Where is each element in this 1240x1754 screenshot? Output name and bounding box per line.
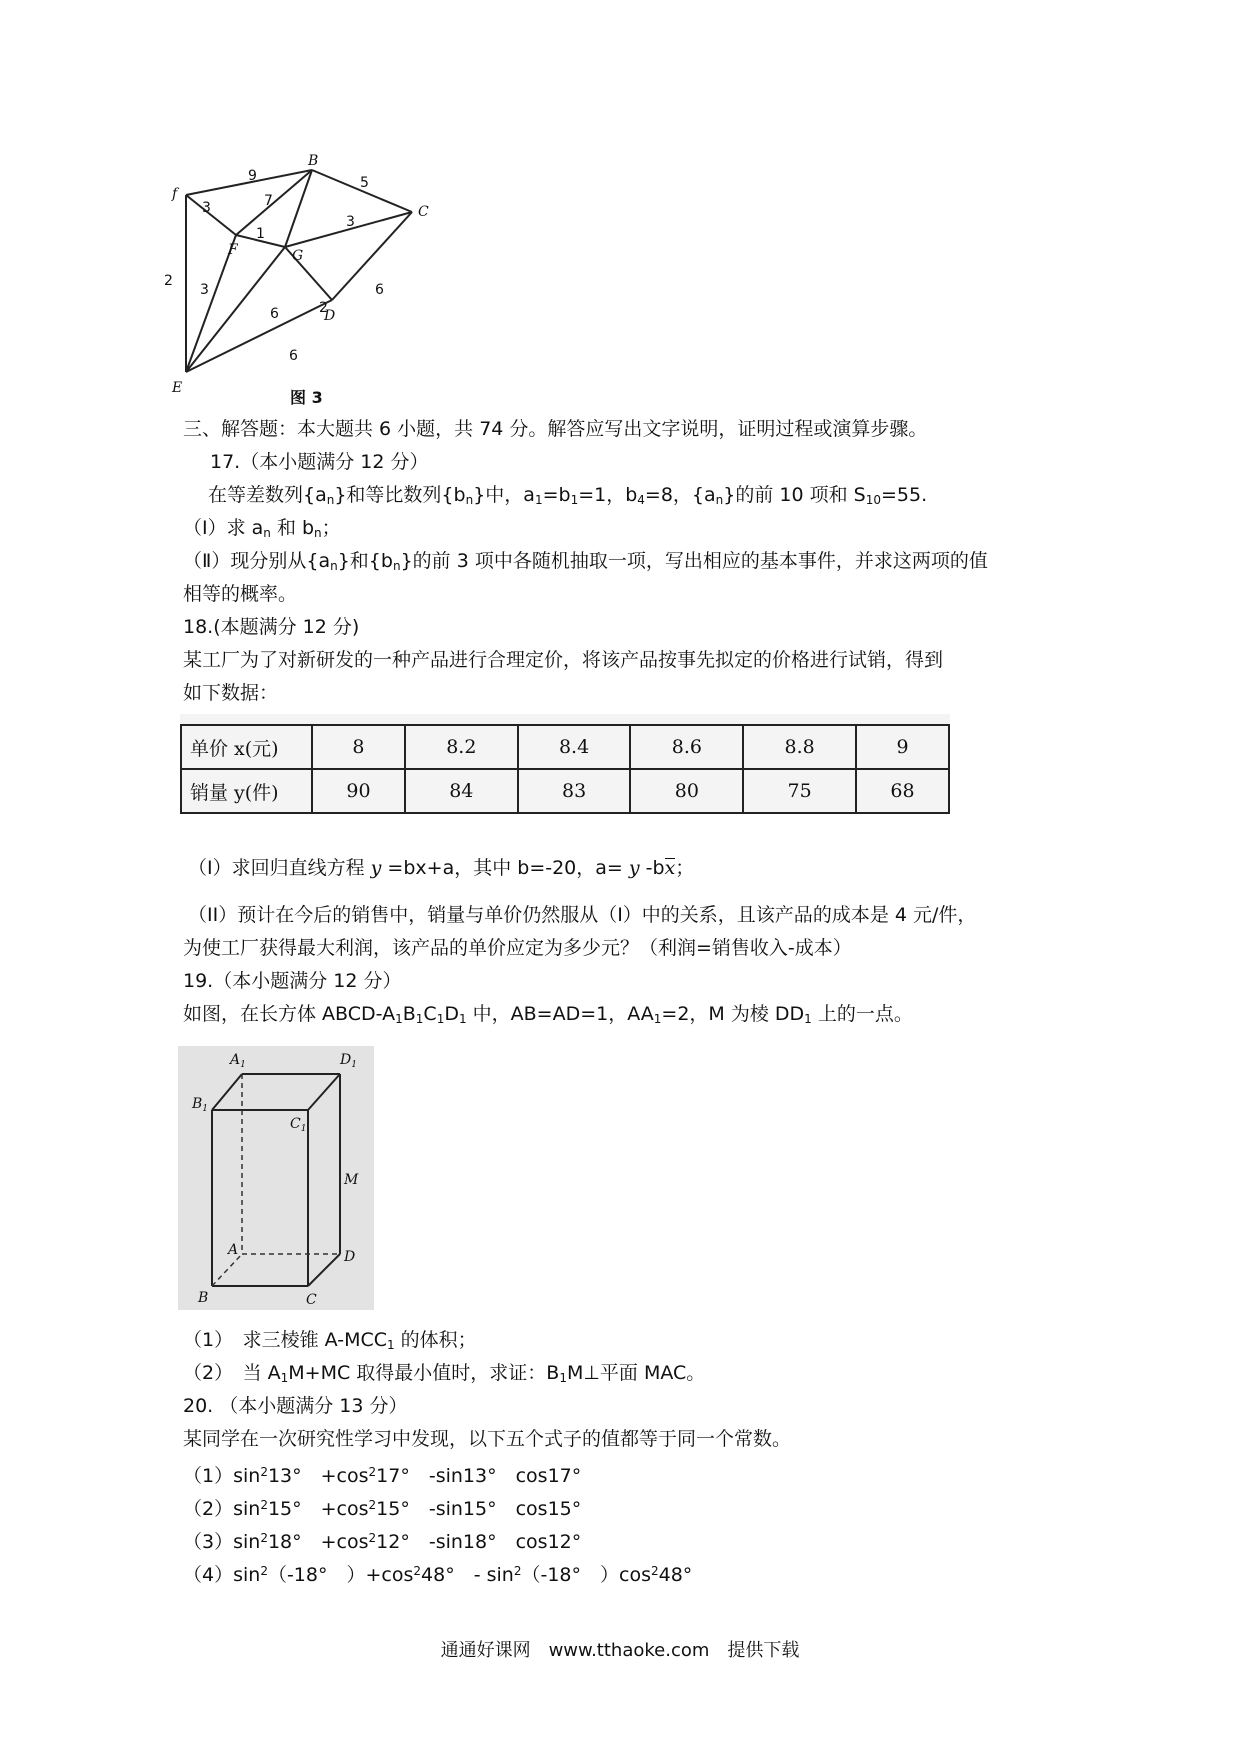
q20-title: 20. （本小题满分 13 分） bbox=[183, 1395, 408, 1417]
q18-part2-cont: 为使工厂获得最大利润，该产品的单价应定为多少元？（利润=销售收入-成本） bbox=[183, 937, 852, 959]
edge-weight: 5 bbox=[360, 175, 369, 191]
q20-item: $(1)\sin^213^\circ$ $+\cos^217^\circ$ -sin13° cos17° bbox=[183, 1465, 582, 1487]
price-cell: 8.4 bbox=[518, 725, 631, 769]
q19-title: 19.（本小题满分 12 分） bbox=[183, 970, 402, 992]
section-heading: 三、解答题：本大题共 6 小题，共 74 分。解答应写出文字说明，证明过程或演算步骤。 bbox=[183, 418, 928, 440]
price-cell: 8.8 bbox=[743, 725, 856, 769]
figure-3-graph bbox=[164, 153, 452, 410]
edge-weight: 7 bbox=[264, 193, 273, 209]
edge-weight: 1 bbox=[256, 226, 265, 242]
edge-weight: 2 bbox=[164, 273, 173, 289]
q19-part2: （2） 当 $A_1M+MC$ 取得最小值时，求证：$B_1M\perp$平面 MAC。 bbox=[183, 1362, 706, 1385]
price-cell: 8.6 bbox=[630, 725, 743, 769]
edge-weight: 6 bbox=[270, 306, 279, 322]
q18-part2: （II）预计在今后的销售中，销量与单价仍然服从（I）中的关系，且该产品的成本是 4 元/件， bbox=[188, 904, 977, 926]
cuboid-svg bbox=[178, 1046, 374, 1310]
vertex-label: $A_1$ bbox=[230, 1052, 246, 1070]
vertex-label: C bbox=[306, 1292, 317, 1308]
edge-weight: 3 bbox=[200, 282, 209, 298]
q17-part1: （Ⅰ）求 $a_n$ 和 $b_n$； bbox=[183, 517, 341, 540]
vertex-label: f bbox=[172, 186, 178, 202]
q20-item: $(3)\sin^218^\circ$ $+\cos^212^\circ$ -sin18° cos12° bbox=[183, 1531, 582, 1553]
price-cell: 8.2 bbox=[405, 725, 518, 769]
vertex-label: A bbox=[228, 1242, 239, 1258]
sales-cell: 80 bbox=[630, 769, 743, 813]
sales-cell: 75 bbox=[743, 769, 856, 813]
table-row bbox=[181, 769, 949, 813]
q20-stem: 某同学在一次研究性学习中发现，以下五个式子的值都等于同一个常数。 bbox=[183, 1428, 792, 1450]
q17-part2: （Ⅱ）现分别从$\{a_n\}$和$\{b_n\}$的前 3 项中各随机抽取一项，写出相应的基本事件，并求这两项的值 bbox=[183, 550, 988, 573]
row-header: 销量 y(件) bbox=[181, 769, 312, 813]
q18-stem: 某工厂为了对新研发的一种产品进行合理定价，将该产品按事先拟定的价格进行试销，得到 bbox=[183, 649, 944, 671]
q17-part2-cont: 相等的概率。 bbox=[183, 583, 298, 605]
sales-cell: 83 bbox=[518, 769, 631, 813]
price-sales-table bbox=[180, 724, 950, 814]
footer: 通通好课网 www.tthaoke.com 提供下载 bbox=[440, 1640, 800, 1661]
price-cell: 9 bbox=[856, 725, 949, 769]
vertex-label: $B_1$ bbox=[192, 1096, 209, 1114]
sales-cell: 84 bbox=[405, 769, 518, 813]
edge-weight: 6 bbox=[375, 282, 384, 298]
row-header: 单价 x(元) bbox=[181, 725, 312, 769]
figure-caption: 图 3 bbox=[290, 388, 323, 407]
q20-item: $(2)\sin^215^\circ$ $+\cos^215^\circ$ -sin15° cos15° bbox=[183, 1498, 582, 1520]
cuboid-figure bbox=[178, 1046, 374, 1310]
table-row bbox=[181, 725, 949, 769]
q18-stem-cont: 如下数据： bbox=[183, 682, 279, 704]
sales-cell: 68 bbox=[856, 769, 949, 813]
vertex-label: E bbox=[172, 380, 183, 396]
q18-part1: （I）求回归直线方程 y =bx+a，其中 b=-20，a= y -bx； bbox=[188, 857, 695, 879]
edge-weight: 2 bbox=[319, 300, 328, 316]
sales-cell: 90 bbox=[312, 769, 405, 813]
edge-weight: 3 bbox=[346, 214, 355, 230]
vertex-label: D bbox=[344, 1249, 356, 1265]
q18-title: 18.(本题满分 12 分) bbox=[183, 616, 360, 638]
edge-weight: 9 bbox=[248, 168, 257, 184]
price-cell: 8 bbox=[312, 725, 405, 769]
q20-item: $(4)\sin^2(-18^\circ$ ）$+\cos^248^\circ$ - $\sin^2(-18^\circ$ ）$\cos^248^\circ$ bbox=[183, 1564, 693, 1586]
vertex-label: G bbox=[292, 248, 304, 264]
vertex-label: $D_1$ bbox=[340, 1052, 357, 1070]
vertex-label: C bbox=[418, 204, 429, 220]
vertex-label: M bbox=[344, 1172, 359, 1188]
q17-title: 17.（本小题满分 12 分） bbox=[210, 451, 429, 473]
vertex-label: B bbox=[198, 1290, 209, 1306]
q19-part1: （1） 求三棱锥 $A-MCC_1$ 的体积； bbox=[183, 1329, 477, 1352]
edge-weight: 3 bbox=[202, 200, 211, 216]
vertex-label: $C_1$ bbox=[290, 1116, 307, 1134]
vertex-label: B bbox=[308, 153, 319, 169]
q19-stem: 如图，在长方体 ABCD-$A_1B_1C_1D_1$ 中，AB=AD=1，$AA_1=2$，M 为棱 $DD_1$ 上的一点。 bbox=[183, 1003, 913, 1026]
vertex-label: F bbox=[228, 242, 238, 258]
graph-svg bbox=[164, 153, 452, 410]
q17-stem: 在等差数列$\{a_n\}$和等比数列$\{b_n\}$中，$a_1=b_1=1$，$b_4=8$，$\{a_n\}$的前 10 项和 $S_{10}=55$. bbox=[208, 484, 928, 507]
edge-weight: 6 bbox=[289, 348, 298, 364]
vertex-label: D bbox=[324, 308, 336, 324]
